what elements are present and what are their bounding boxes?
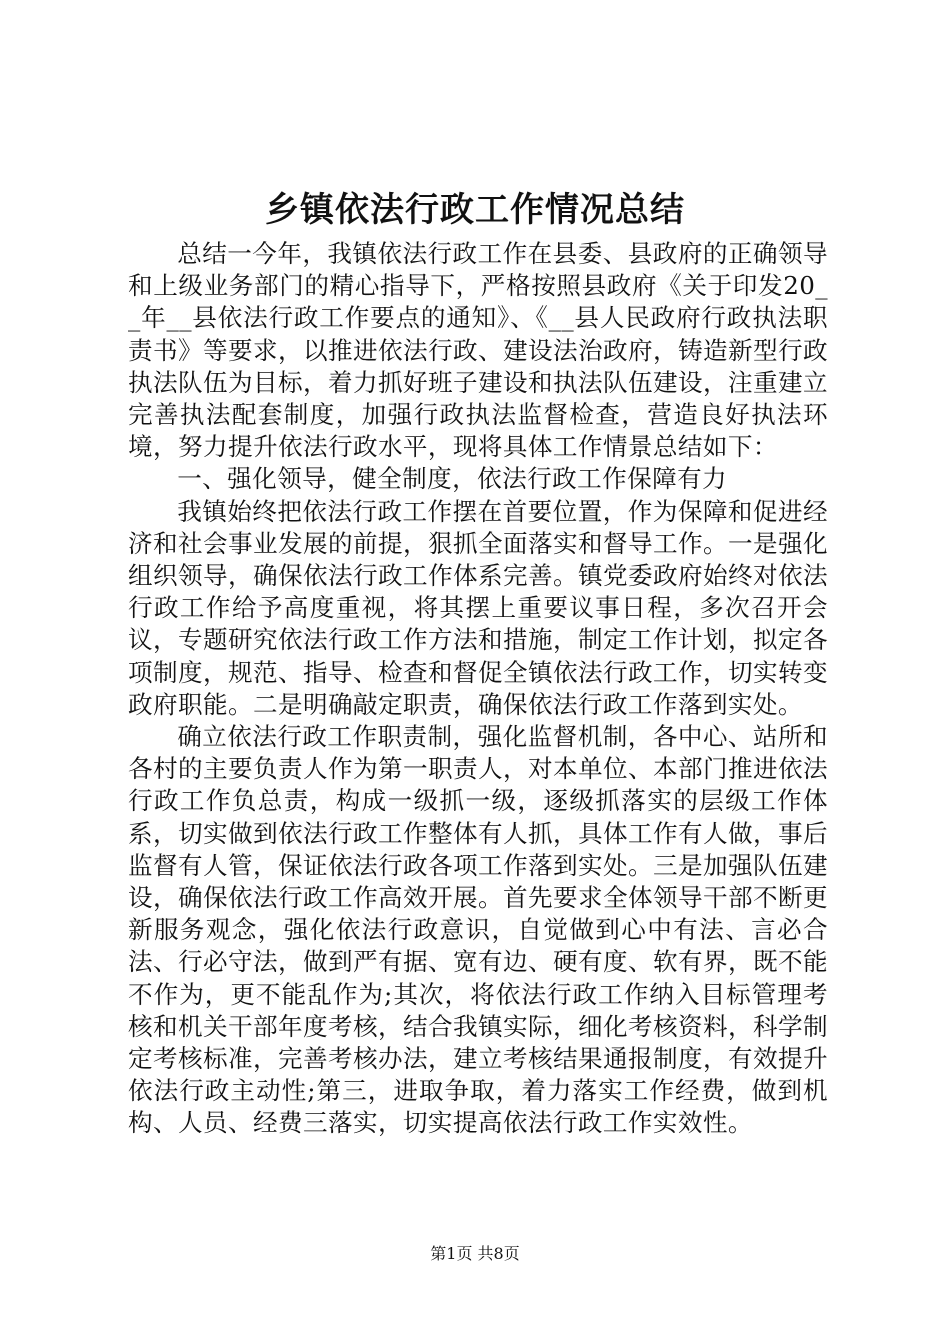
paragraph-intro: 总结一今年，我镇依法行政工作在县委、县政府的正确领导和上级业务部门的精心指导下，严格按照县政府《关于印发20__年__县依法行政工作要点的通知》、《__县人民政府行政执法职责书》等要求，以推进依法行政、建设法治政府，铸造新型行政执法队伍为目标，着力抓好班子建设和执法队伍建设，注重建立完善执法配套制度，加强行政执法监督检查，营造良好执法环境，努力提升依法行政水平，现将具体工作情景总结如下： (128, 239, 828, 462)
paragraph-responsibility: 确立依法行政工作职责制，强化监督机制，各中心、站所和各村的主要负责人作为第一职责人，对本单位、本部门推进依法行政工作负总责，构成一级抓一级，逐级抓落实的层级工作体系，切实做到依法行政工作整体有人抓，具体工作有人做，事后监督有人管，保证依法行政各项工作落到实处。三是加强队伍建设，确保依法行政工作高效开展。首先要求全体领导干部不断更新服务观念，强化依法行政意识，自觉做到心中有法、言必合法、行必守法，做到严有据、宽有边、硬有度、软有界，既不能不作为，更不能乱作为;其次，将依法行政工作纳入目标管理考核和机关干部年度考核，结合我镇实际，细化考核资料，科学制定考核标准，完善考核办法，建立考核结果通报制度，有效提升依法行政主动性;第三，进取争取，着力落实工作经费，做到机构、人员、经费三落实，切实提高依法行政工作实效性。 (128, 722, 828, 1138)
section-heading-1: 一、强化领导，健全制度，依法行政工作保障有力 (177, 464, 728, 494)
document-body (128, 238, 828, 1140)
page-number-footer: 第1页 共8页 (430, 1244, 520, 1263)
document-title: 乡镇依法行政工作情况总结 (265, 190, 685, 230)
paragraph-leadership: 我镇始终把依法行政工作摆在首要位置，作为保障和促进经济和社会事业发展的前提，狠抓全面落实和督导工作。一是强化组织领导，确保依法行政工作体系完善。镇党委政府始终对依法行政工作给予高度重视，将其摆上重要议事日程，多次召开会议，专题研究依法行政工作方法和措施，制定工作计划，拟定各项制度，规范、指导、检查和督促全镇依法行政工作，切实转变政府职能。二是明确敲定职责，确保依法行政工作落到实处。 (128, 496, 828, 719)
